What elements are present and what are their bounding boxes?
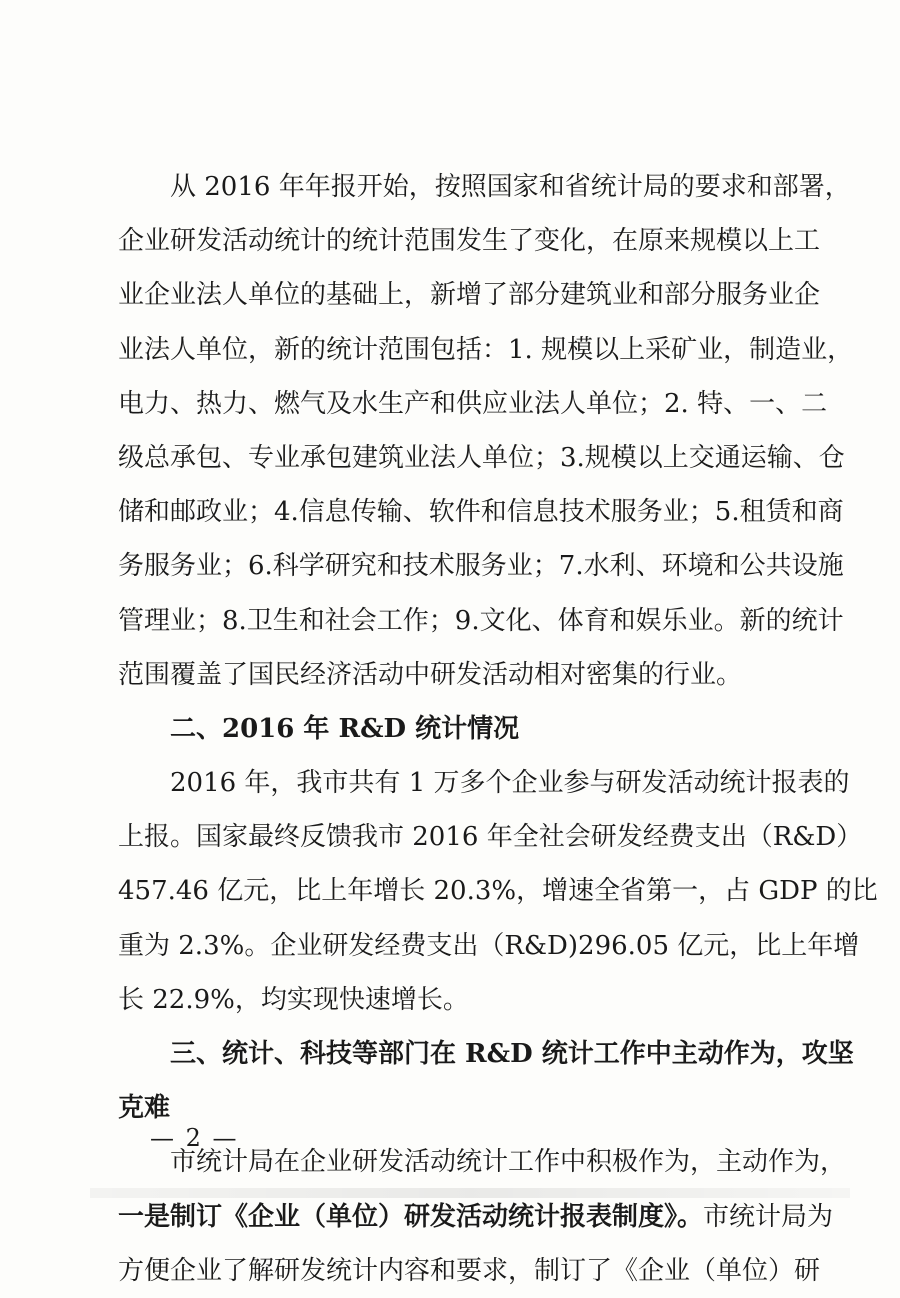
paragraph-line: 2016 年，我市共有 1 万多个企业参与研发活动统计报表的: [170, 768, 850, 799]
paragraph-line: 储和邮政业；4.信息传输、软件和信息技术服务业；5.租赁和商: [118, 497, 844, 528]
paragraph-line: 上报。国家最终反馈我市 2016 年全社会研发经费支出（R&D）: [118, 822, 863, 853]
section-heading-3-cont: 克难: [118, 1093, 171, 1124]
paragraph-line: 管理业；8.卫生和社会工作；9.文化、体育和娱乐业。新的统计: [118, 605, 844, 636]
paragraph-tail: 市统计局为: [703, 1201, 834, 1232]
scan-artifact: [90, 1188, 850, 1198]
paragraph-line: 长 22.9%，均实现快速增长。: [118, 984, 469, 1015]
paragraph-line: 市统计局在企业研发活动统计工作中积极作为，主动作为，: [170, 1147, 847, 1178]
paragraph-line: 电力、热力、燃气及水生产和供应业法人单位；2. 特、一、二: [118, 388, 828, 419]
paragraph-line: 457.46 亿元，比上年增长 20.3%，增速全省第一，占 GDP 的比: [118, 876, 878, 907]
paragraph-line: 范围覆盖了国民经济活动中研发活动相对密集的行业。: [118, 659, 743, 690]
paragraph-line: 企业研发活动统计的统计范围发生了变化，在原来规模以上工: [118, 226, 821, 257]
paragraph-line: 从 2016 年年报开始，按照国家和省统计局的要求和部署，: [170, 172, 851, 202]
section-heading-2: 二、2016 年 R&D 统计情况: [170, 713, 520, 744]
paragraph-line: 业企业法人单位的基础上，新增了部分建筑业和部分服务业企: [118, 280, 821, 311]
paragraph-line: 业法人单位，新的统计范围包括：1. 规模以上采矿业，制造业，: [118, 334, 854, 365]
bold-phrase: 一是制订《企业（单位）研发活动统计报表制度》。: [118, 1201, 704, 1232]
paragraph-line: 方便企业了解研发统计内容和要求，制订了《企业（单位）研: [118, 1255, 821, 1286]
section-heading-3: 三、统计、科技等部门在 R&D 统计工作中主动作为，攻坚: [170, 1039, 854, 1069]
paragraph-line: 重为 2.3%。企业研发经费支出（R&D)296.05 亿元，比上年增: [118, 930, 860, 961]
page-number: — 2 —: [150, 1124, 239, 1152]
paragraph-line: 级总承包、专业承包建筑业法人单位；3.规模以上交通运输、仓: [118, 442, 845, 473]
paragraph-line: 务服务业；6.科学研究和技术服务业；7.水利、环境和公共设施: [118, 551, 844, 582]
